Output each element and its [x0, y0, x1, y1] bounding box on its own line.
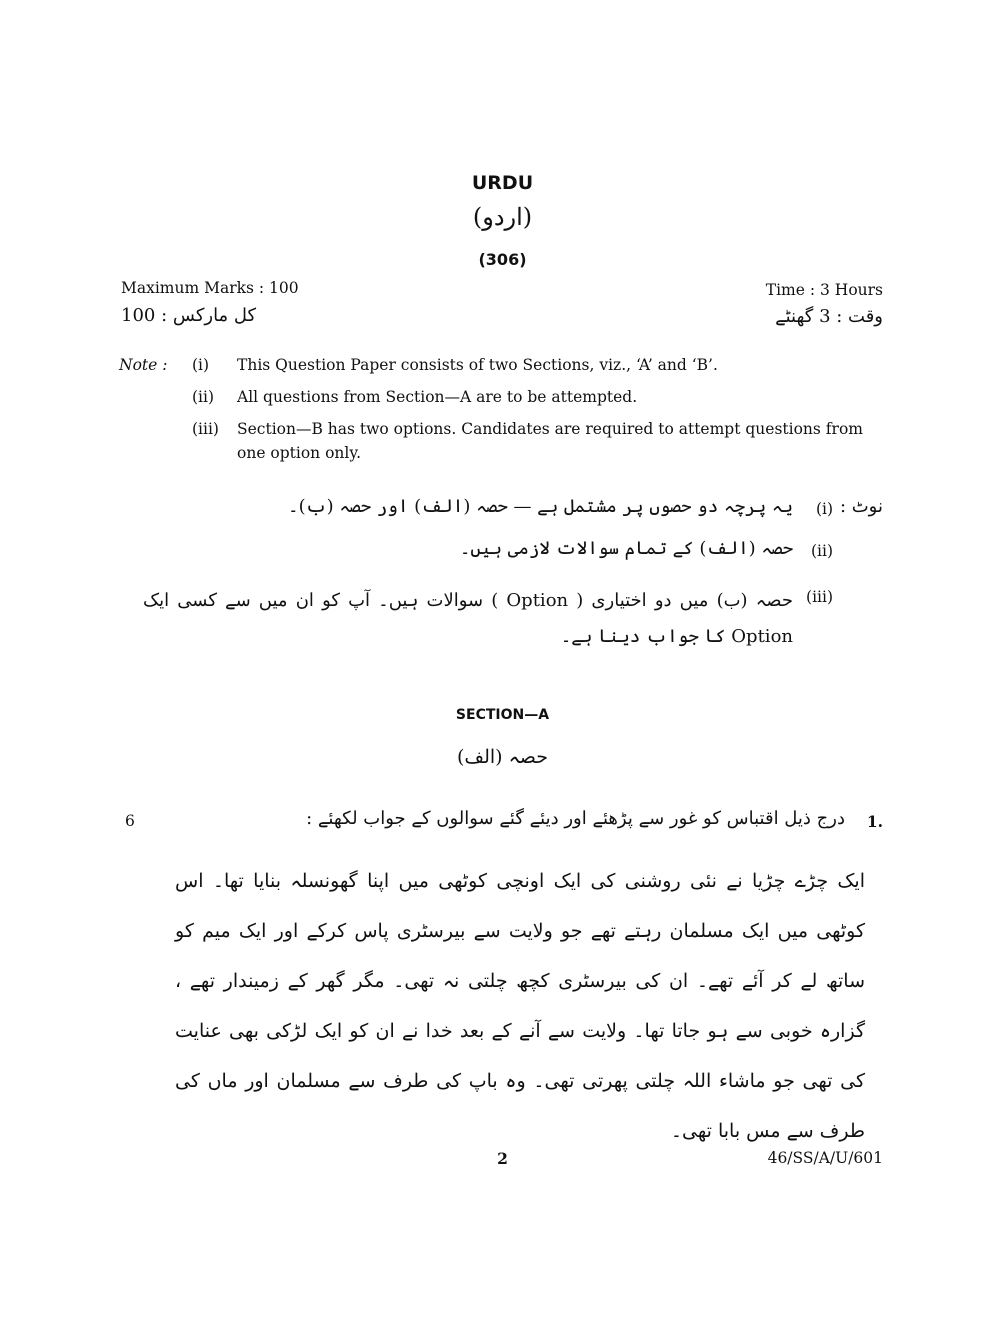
- question-passage: ایک چڑے چڑیا نے نئی روشنی کی ایک اونچی کوٹھی میں اپنا گھونسلہ بنایا تھا۔ اس کوٹھی میں ایک مسلمان رہتے تھے جو ولایت سے بیرسٹری پاس کرکے اور ایک میم کو ساتھ لے کر آئے تھے۔ ان کی بیرسٹری کچھ چلتی نہ تھی۔ مگر گھر کے زمیندار تھے ، گزارہ خوبی سے ہو جاتا تھا۔ ولایت سے آنے کے بعد خدا نے ان کو ایک لڑکی بھی عنایت کی تھی جو ماشاء اللہ چلتی پھرتی تھی۔ وہ باپ کی طرف سے مسلمان اور ماں کی طرف سے مس بابا تھی۔: [175, 870, 865, 1142]
- paper-title-urdu: (اردو): [472, 203, 533, 231]
- time-limit-urdu: وقت : 3 گھنٹے: [775, 306, 883, 327]
- note-num-urdu: (i): [815, 500, 833, 518]
- max-marks: Maximum Marks : 100: [121, 279, 299, 297]
- note-item-urdu: حصہ (الف) کے تمام سوالات لازمی ہیں۔: [459, 538, 793, 559]
- question-marks: 6: [125, 812, 135, 830]
- note-item: Section—B has two options. Candidates are required to attempt questions from one option only.: [237, 420, 863, 462]
- note-item-urdu: یہ پرچہ دو حصوں پر مشتمل ہے — حصہ (الف) اور حصہ (ب)۔: [288, 496, 793, 517]
- note-num-urdu: (ii): [810, 542, 833, 560]
- note-num-urdu: (iii): [806, 588, 833, 606]
- max-marks-urdu: کل مارکس : 100: [121, 305, 257, 326]
- paper-code: (306): [478, 250, 527, 269]
- time-limit: Time : 3 Hours: [765, 281, 883, 299]
- note-label: Note :: [119, 356, 168, 374]
- note-num: (i): [192, 356, 210, 374]
- section-title: SECTION—A: [455, 707, 550, 723]
- page-number: 2: [497, 1149, 508, 1168]
- note-item: This Question Paper consists of two Sections, viz., ‘A’ and ‘B’.: [237, 356, 718, 374]
- section-title-urdu: حصہ (الف): [457, 746, 548, 768]
- paper-title: URDU: [471, 172, 534, 194]
- note-item: All questions from Section—A are to be attempted.: [237, 388, 638, 406]
- note-num: (iii): [192, 420, 219, 438]
- question-text: درج ذیل اقتباس کو غور سے پڑھئے اور دیئے گئے سوالوں کے جواب لکھئے :: [306, 808, 845, 829]
- note-label-urdu: نوٹ :: [839, 496, 883, 517]
- note-num: (ii): [192, 388, 215, 406]
- question-number: 1.: [866, 812, 883, 831]
- note-item-urdu: حصہ (ب) میں دو اختیاری ( Option ) سوالات ہیں۔ آپ کو ان میں سے کسی ایک Option کا جواب دینا ہے۔: [143, 590, 793, 647]
- paper-reference-code: 46/SS/A/U/601: [767, 1149, 883, 1167]
